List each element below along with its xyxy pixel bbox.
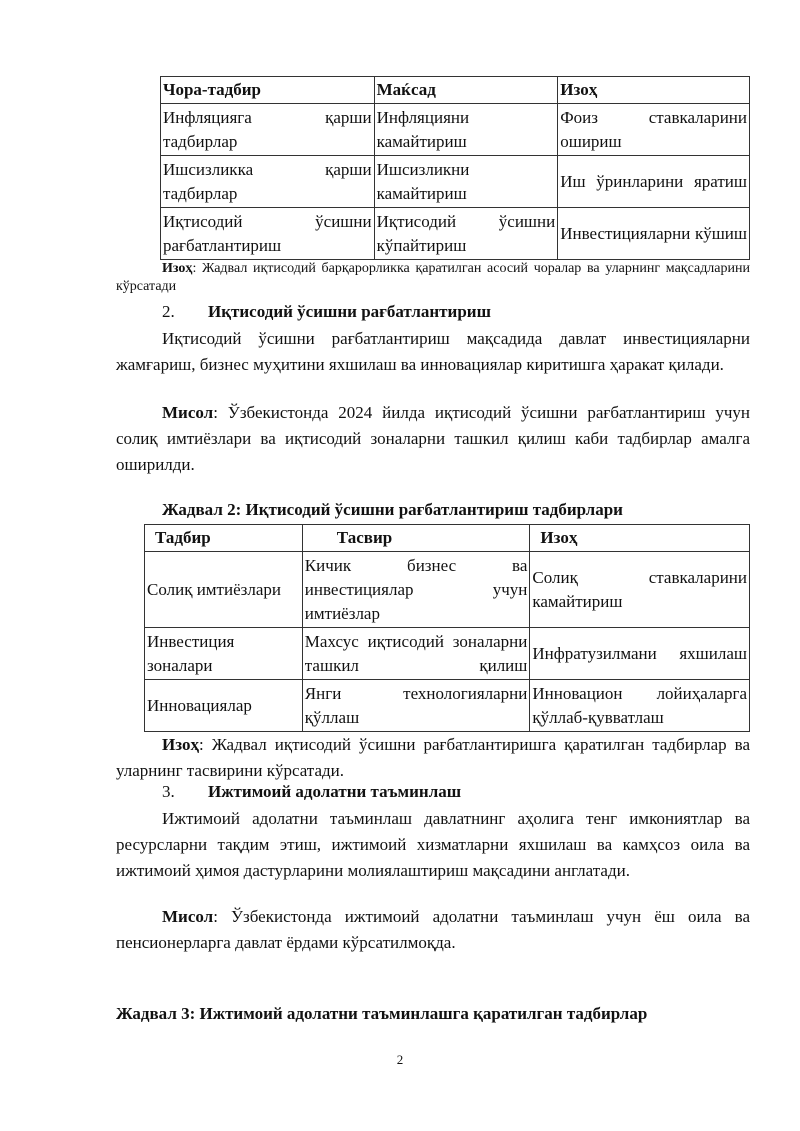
table-1-note-label: Изоҳ <box>162 261 193 276</box>
table-2-header-2: Тасвир <box>302 525 530 552</box>
table-2-header-3: Изоҳ <box>530 525 750 552</box>
table-cell: Инфратузилмани яхшилаш <box>530 628 750 680</box>
table-cell: Фоиз ставкаларини ошириш <box>558 104 750 156</box>
table-cell: Янги технологияларни қўллаш <box>302 680 530 732</box>
section-2-paragraph: Иқтисодий ўсишни рағбатлантириш мақсадида давлат инвестицияларни жамғариш, бизнес муҳитини яхшилаш ва инновациялар киритишга ҳаракат қилади. <box>116 329 750 374</box>
table-cell: Солиқ имтиёзлари <box>145 552 303 628</box>
table-1 <box>160 76 750 260</box>
table-cell: Инвестиция зоналари <box>145 628 303 680</box>
section-2-number: 2. <box>162 302 175 321</box>
section-2-heading <box>162 300 762 324</box>
table-cell: Инфляцияга қарши тадбирлар <box>161 104 375 156</box>
section-3-example-text: : Ўзбекистонда ижтимоий адолатни таъминлаш учун ёш оила ва пенсионерларга давлат ёрдами кўрсатилмоқда. <box>116 907 750 952</box>
table-1-note-text: : Жадвал иқтисодий барқарорликка қаратилган асосий чоралар ва уларнинг мақсадларини кўрсатади <box>116 261 750 294</box>
table-cell: Инновациялар <box>145 680 303 732</box>
table-3-caption: Жадвал 3: Ижтимоий адолатни таъминлашга қаратилган тадбирлар <box>116 1004 648 1023</box>
section-2-example-label: Мисол <box>162 403 214 422</box>
section-2-title: Иқтисодий ўсишни рағбатлантириш <box>208 302 491 321</box>
table-row <box>145 628 750 680</box>
table-2-note-label: Изоҳ <box>162 735 199 754</box>
table-2-header-row <box>145 525 750 552</box>
table-cell: Иш ўринларини яратиш <box>558 156 750 208</box>
section-2-example-text: : Ўзбекистонда 2024 йилда иқтисодий ўсишни рағбатлантириш учун солиқ имтиёзлари ва иқтисодий зоналарни ташкил қилиш каби тадбирлар амалга оширилди. <box>116 403 750 474</box>
table-1-header-1: Чора-тадбир <box>161 77 375 104</box>
page-number: 2 <box>396 1052 404 1067</box>
table-cell: Иқтисодий ўсишни рағбатлантириш <box>161 208 375 260</box>
table-row <box>161 156 750 208</box>
table-cell: Ишсизликка қарши тадбирлар <box>161 156 375 208</box>
table-row <box>161 208 750 260</box>
section-3-paragraph: Ижтимоий адолатни таъминлаш давлатнинг аҳолига тенг имкониятлар ва ресурсларни тақдим этиш, ижтимоий хизматларни яхшилаш ва камҳсоз оила ва ижтимоий ҳимоя дастурларини молиялаштириш мақсадини англатади. <box>116 809 750 880</box>
table-cell: Солиқ ставкаларини камайтириш <box>530 552 750 628</box>
section-2-example <box>116 400 750 478</box>
table-row <box>145 680 750 732</box>
section-3-heading <box>162 780 762 804</box>
table-cell: Махсус иқтисодий зоналарни ташкил қилиш <box>302 628 530 680</box>
section-3-title: Ижтимоий адолатни таъминлаш <box>208 782 462 801</box>
table-1-note <box>116 260 750 296</box>
table-cell: Кичик бизнес ва инвестициялар учун имтиёзлар <box>302 552 530 628</box>
table-2-caption: Жадвал 2: Иқтисодий ўсишни рағбатлантириш тадбирлари <box>162 500 623 519</box>
table-row <box>145 552 750 628</box>
table-1-header-3: Изоҳ <box>558 77 750 104</box>
table-2-header-1: Тадбир <box>145 525 303 552</box>
table-1-header-row <box>161 77 750 104</box>
table-2-note-text: : Жадвал иқтисодий ўсишни рағбатлантиришга қаратилган тадбирлар ва уларнинг тасвирини кўрсатади. <box>116 735 750 780</box>
table-cell: Инфляцияни камайтириш <box>374 104 558 156</box>
section-3-example-label: Мисол <box>162 907 214 926</box>
table-1-header-2: Маќсад <box>374 77 558 104</box>
table-cell: Иқтисодий ўсишни кўпайтириш <box>374 208 558 260</box>
section-3-number: 3. <box>162 782 175 801</box>
table-cell: Ишсизликни камайтириш <box>374 156 558 208</box>
table-2-note <box>116 732 750 784</box>
table-row <box>161 104 750 156</box>
table-cell: Инновацион лойиҳаларга қўллаб-қувватлаш <box>530 680 750 732</box>
section-3-example <box>116 904 750 956</box>
table-2 <box>144 524 750 732</box>
table-cell: Инвестицияларни кўшиш <box>558 208 750 260</box>
